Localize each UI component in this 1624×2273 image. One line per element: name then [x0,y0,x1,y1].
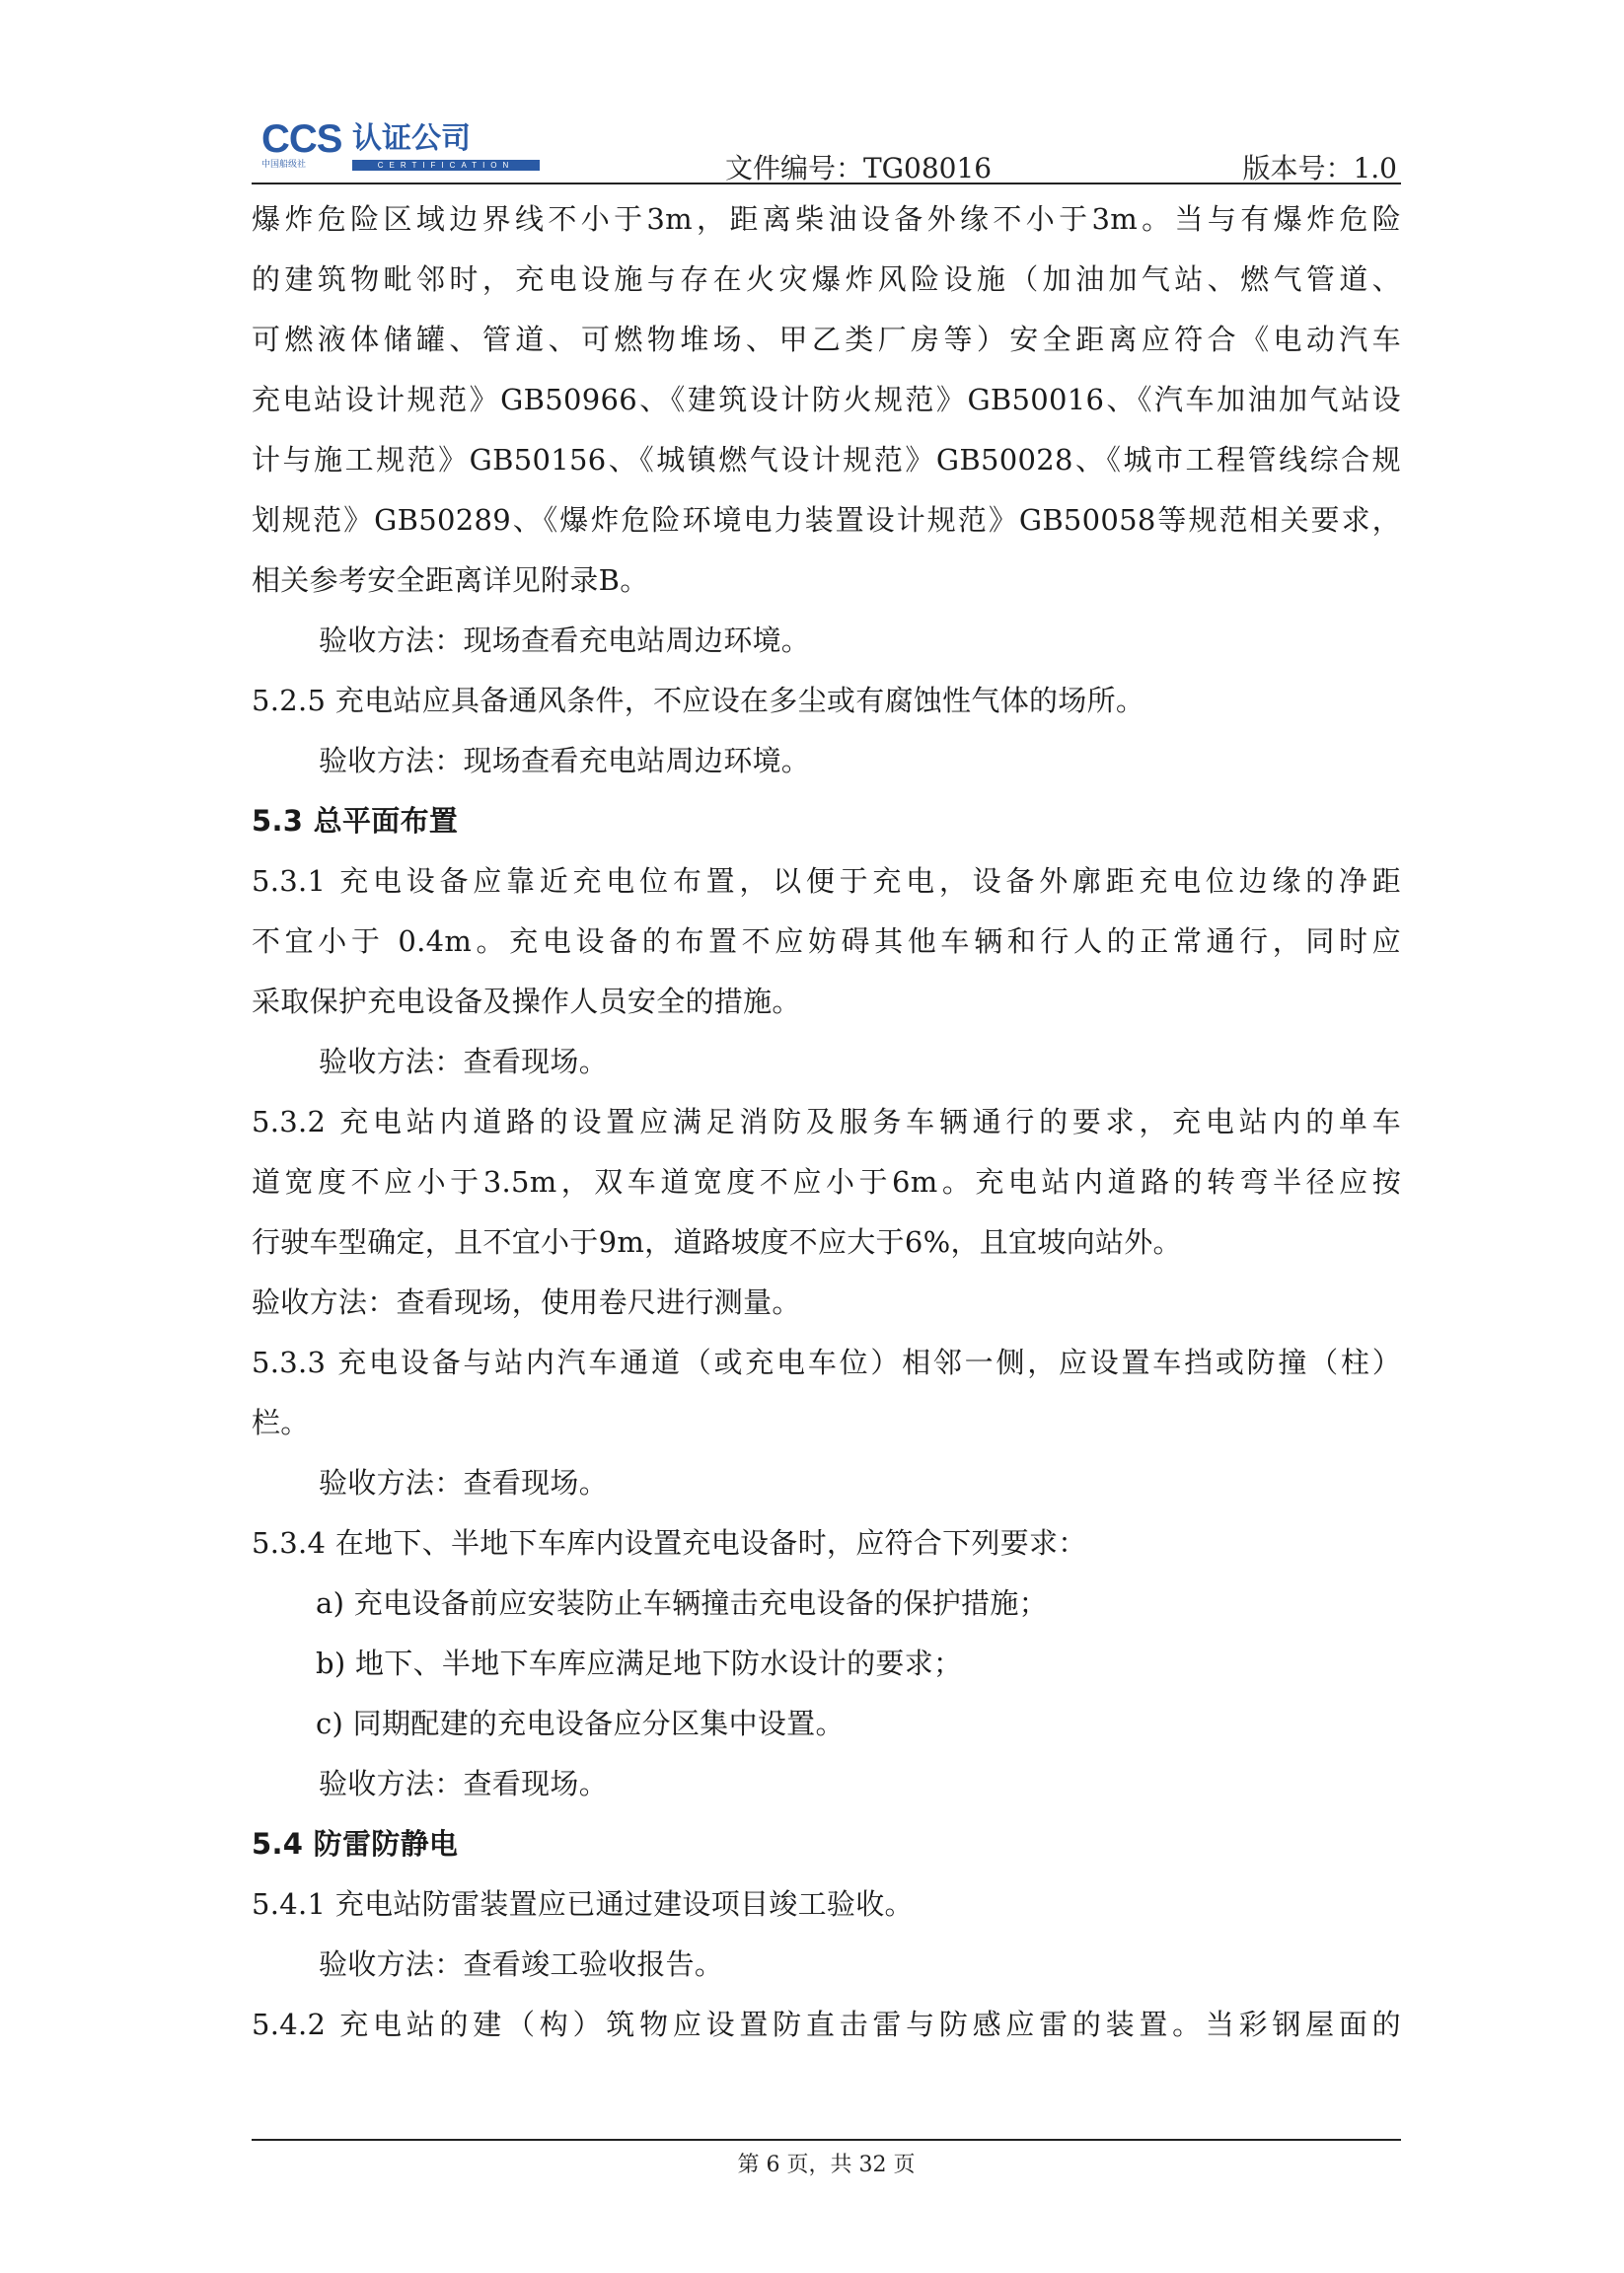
logo-sub-text: 中国船级社 [261,160,307,170]
text-line: 充电站设计规范》GB50966、《建筑设计防火规范》GB50016、《汽车加油加气站设 [252,383,1401,416]
text-line: 5.4.2 充电站的建（构）筑物应设置防直击雷与防感应雷的装置。当彩钢屋面的 [252,2008,1401,2041]
text-line: 验收方法：查看竣工验收报告。 [319,1947,724,1981]
text-line: 5.4.1 充电站防雷装置应已通过建设项目竣工验收。 [252,1887,914,1921]
page-number: 第 6 页，共 32 页 [737,2153,916,2177]
text-line: 验收方法：查看现场。 [319,1767,609,1800]
text-line: 5.3.3 充电设备与站内汽车通道（或充电车位）相邻一侧，应设置车挡或防撞（柱） [252,1346,1401,1379]
document-body [252,189,1401,2055]
text-line: 5.3.4 在地下、半地下车库内设置充电设备时，应符合下列要求： [252,1526,1087,1560]
text-line: 验收方法：现场查看充电站周边环境。 [319,623,811,657]
text-line: c) 同期配建的充电设备应分区集中设置。 [316,1707,845,1740]
text-line: 可燃液体储罐、管道、可燃物堆场、甲乙类厂房等）安全距离应符合《电动汽车 [252,323,1401,356]
text-line: 不宜小于 0.4m。充电设备的布置不应妨碍其他车辆和行人的正常通行，同时应 [252,924,1401,958]
text-line: 栏。 [252,1406,310,1439]
text-line: 5.3.1 充电设备应靠近充电位布置，以便于充电，设备外廓距充电位边缘的净距 [252,864,1401,898]
text-line: a) 充电设备前应安装防止车辆撞击充电设备的保护措施； [316,1586,1048,1620]
text-line: 5.3.2 充电站内道路的设置应满足消防及服务车辆通行的要求，充电站内的单车 [252,1105,1401,1138]
logo-en-text: CERTIFICATION [352,160,540,171]
text-line: 划规范》GB50289、《爆炸危险环境电力装置设计规范》GB50058等规范相关要求， [252,503,1401,537]
logo-cn-text: 认证公司 [352,121,471,156]
text-line: 的建筑物毗邻时，充电设施与存在火灾爆炸风险设施（加油加气站、燃气管道、 [252,262,1401,296]
text-line: 计与施工规范》GB50156、《城镇燃气设计规范》GB50028、《城市工程管线综合规 [252,443,1401,477]
text-line: 验收方法：查看现场。 [319,1045,609,1078]
text-line: 相关参考安全距离详见附录B。 [252,563,649,597]
text-line: 验收方法：现场查看充电站周边环境。 [319,744,811,777]
logo-ccs-text: CCS [261,117,342,161]
ccs-logo [261,119,543,171]
document-number: 文件编号：TG08016 [725,152,993,184]
text-line: 爆炸危险区域边界线不小于3m，距离柴油设备外缘不小于3m。当与有爆炸危险 [252,202,1401,236]
text-line: b) 地下、半地下车库应满足地下防水设计的要求； [316,1647,963,1680]
footer-divider [252,2139,1401,2141]
text-line: 行驶车型确定，且不宜小于9m，道路坡度不应大于6%，且宜坡向站外。 [252,1225,1182,1259]
version-number: 版本号：1.0 [1242,152,1397,184]
section-heading: 5.4 防雷防静电 [252,1827,459,1861]
text-line: 验收方法：查看现场。 [319,1466,609,1500]
section-heading: 5.3 总平面布置 [252,804,459,838]
page-header [252,113,1401,184]
text-line: 5.2.5 充电站应具备通风条件，不应设在多尘或有腐蚀性气体的场所。 [252,684,1145,717]
text-line: 道宽度不应小于3.5m，双车道宽度不应小于6m。充电站内道路的转弯半径应按 [252,1165,1401,1199]
text-line: 采取保护充电设备及操作人员安全的措施。 [252,985,801,1018]
text-line: 验收方法：查看现场，使用卷尺进行测量。 [252,1285,801,1319]
